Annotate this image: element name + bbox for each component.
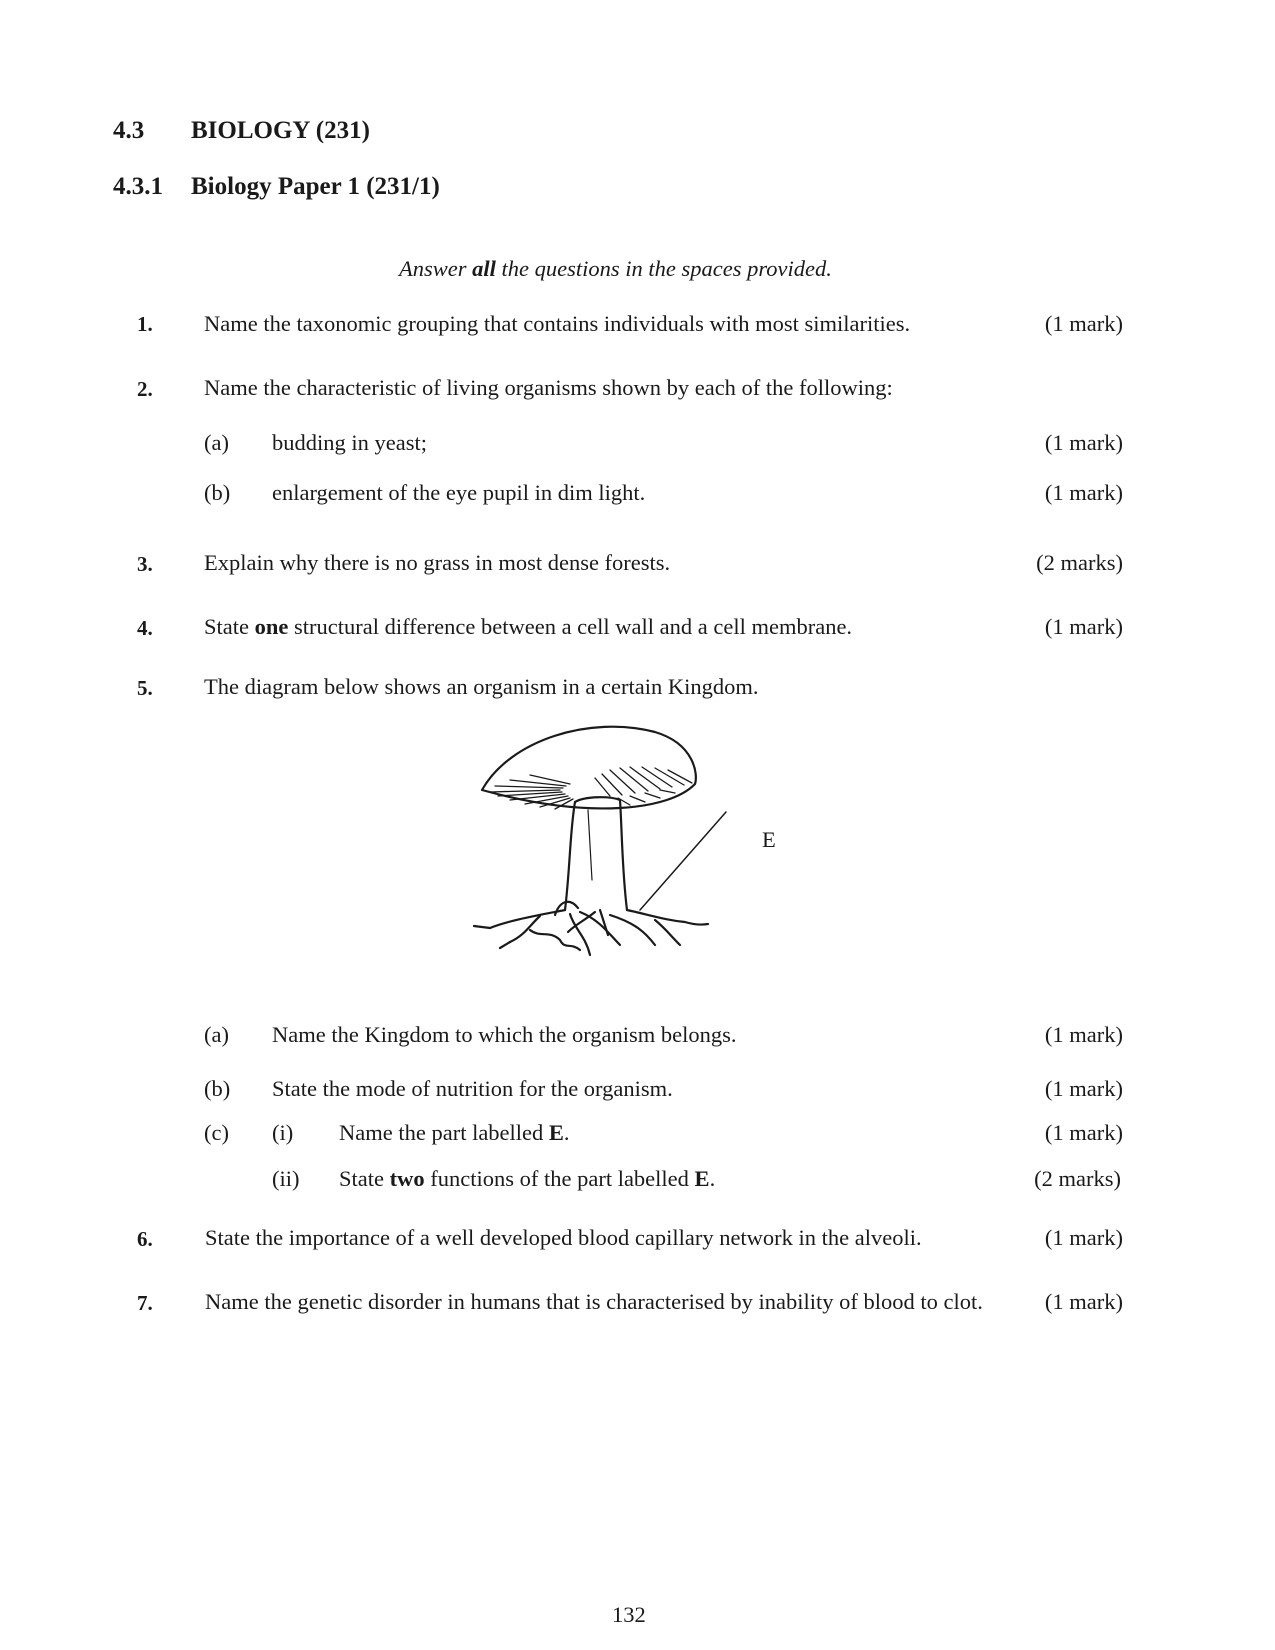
subpart-text: State the mode of nutrition for the organism. [272, 1076, 673, 1101]
mushroom-hyphae [474, 902, 708, 955]
mushroom-stem-right [620, 800, 627, 910]
instruction-bold: all [472, 256, 496, 281]
question-number: 7. [137, 1291, 153, 1315]
q4-text-pre: State [204, 614, 255, 639]
q4-text-post: structural difference between a cell wall and a cell membrane. [288, 614, 853, 639]
subsubpart-label: (ii) [272, 1166, 300, 1191]
section-title: BIOLOGY (231) [191, 117, 370, 144]
marks: (2 marks) [1034, 1166, 1121, 1191]
subpart-text: enlargement of the eye pupil in dim light. [272, 480, 646, 505]
subsection-number: 4.3.1 [113, 173, 163, 200]
subpart-text: budding in yeast; [272, 430, 427, 455]
q4-text-bold: one [254, 614, 289, 639]
c-ii-post: . [709, 1166, 716, 1191]
marks: (2 marks) [1036, 550, 1123, 575]
question-text: Name the genetic disorder in humans that is characterised by inability of blood to clot. [205, 1289, 983, 1314]
mushroom-diagram [470, 720, 780, 990]
instruction [399, 256, 832, 282]
question-number: 6. [137, 1227, 153, 1251]
question-text: Name the characteristic of living organisms shown by each of the following: [204, 375, 893, 400]
marks: (1 mark) [1044, 311, 1123, 336]
instruction-post: the questions in the spaces provided. [495, 256, 832, 281]
subsubpart-label: (i) [272, 1120, 294, 1145]
marks: (1 mark) [1044, 480, 1123, 505]
question-number: 5. [137, 676, 153, 700]
question-text: Name the taxonomic grouping that contains individuals with most similarities. [204, 311, 911, 336]
c-ii-mid: functions of the part labelled [424, 1166, 695, 1191]
marks: (1 mark) [1044, 1289, 1123, 1314]
marks: (1 mark) [1044, 1120, 1123, 1145]
subsubpart-text [339, 1166, 715, 1192]
mushroom-stem-left [565, 802, 575, 910]
question-text: The diagram below shows an organism in a certain Kingdom. [204, 674, 759, 699]
question-text [204, 614, 852, 640]
marks: (1 mark) [1044, 1076, 1123, 1101]
c-ii-pre: State [339, 1166, 390, 1191]
c-i-post: . [563, 1120, 570, 1145]
question-number: 4. [137, 616, 153, 640]
marks: (1 mark) [1044, 1022, 1123, 1047]
diagram-label-e: E [762, 827, 776, 852]
marks: (1 mark) [1044, 614, 1123, 639]
subpart-text: Name the Kingdom to which the organism belongs. [272, 1022, 737, 1047]
instruction-pre: Answer [399, 256, 473, 281]
subpart-label: (a) [204, 1022, 229, 1047]
c-i-pre: Name the part labelled [339, 1120, 549, 1145]
question-number: 1. [137, 312, 153, 336]
c-ii-bold: two [389, 1166, 425, 1191]
question-text: Explain why there is no grass in most dense forests. [204, 550, 671, 575]
question-text: State the importance of a well developed blood capillary network in the alveoli. [205, 1225, 922, 1250]
mushroom-cap [482, 727, 696, 809]
subpart-label: (c) [204, 1120, 229, 1145]
question-number: 3. [137, 552, 153, 576]
marks: (1 mark) [1044, 1225, 1123, 1250]
c-i-bold: E [548, 1120, 564, 1145]
subpart-label: (b) [204, 480, 231, 505]
subpart-label: (b) [204, 1076, 231, 1101]
marks: (1 mark) [1044, 430, 1123, 455]
subpart-label: (a) [204, 430, 229, 455]
subsubpart-text [339, 1120, 570, 1146]
c-ii-bold2: E [694, 1166, 710, 1191]
page-number: 132 [612, 1602, 646, 1627]
question-number: 2. [137, 377, 153, 401]
section-number: 4.3 [113, 117, 145, 144]
label-pointer-line [640, 812, 726, 910]
subsection-title: Biology Paper 1 (231/1) [191, 173, 440, 200]
mushroom-gills [490, 767, 692, 809]
